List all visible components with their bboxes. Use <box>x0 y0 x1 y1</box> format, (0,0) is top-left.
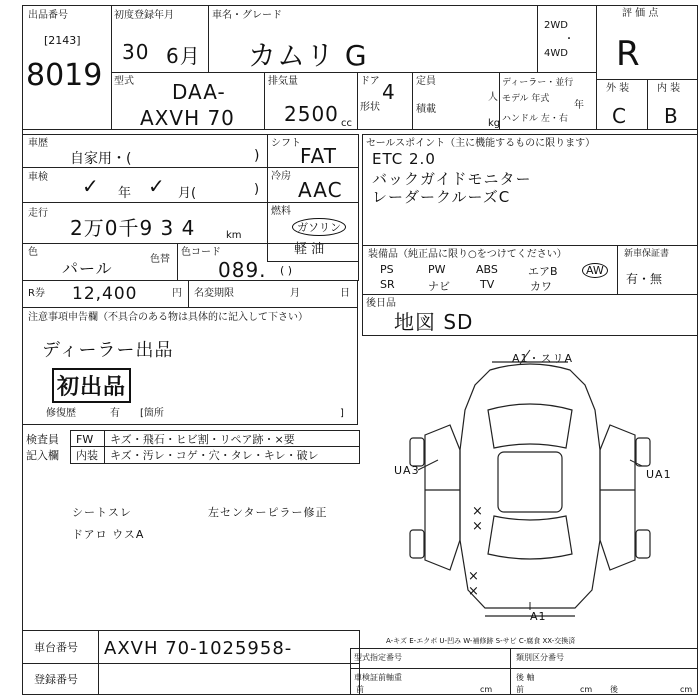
shift-value: FAT <box>300 144 338 168</box>
ticket-unit: 円 <box>172 288 182 299</box>
color-code-paren: ( ) <box>280 264 293 277</box>
capacity-unit: 人 <box>488 92 498 103</box>
wheel-front-right <box>636 438 650 466</box>
wheel-rear-left <box>410 530 424 558</box>
equipment-title: 装備品（純正品に限り○をつけてください） <box>368 249 567 260</box>
drive-2wd: 2WD <box>544 20 568 31</box>
history-label: 車歴 <box>28 138 48 149</box>
footer-divider <box>510 648 511 695</box>
category-label: 類別区分番号 <box>516 653 564 662</box>
interior-label: 内 装 <box>657 83 681 94</box>
color-label: 色 <box>28 247 38 258</box>
equip-sr: SR <box>380 278 395 291</box>
axle-label: 車検証前軸重 <box>354 673 402 682</box>
displacement-value: 2500 <box>284 102 339 126</box>
sales-points-title: セールスポイント（主に機能するものに限ります） <box>366 138 596 149</box>
chassis-value: AXVH 70-1025958- <box>104 638 293 659</box>
name-period-label: 名変期限 <box>194 288 234 299</box>
name-period-day: 日 <box>340 288 350 299</box>
year-unit: 年 <box>574 100 584 111</box>
diagram-left-note: UA3 <box>394 464 420 477</box>
repair-close: ] <box>340 408 344 419</box>
wheel-rear-right <box>636 530 650 558</box>
model-year-label: モデル 年式 <box>502 94 550 104</box>
mark-x4: × <box>468 584 479 599</box>
diagram-top-note: A1・スリA <box>512 352 574 365</box>
car-left-side <box>425 425 460 570</box>
damage-legend: A-キズ E-エクボ U-凹み W-補修跡 S-サビ C-腐食 XX-交換済 <box>386 637 576 645</box>
car-diagram <box>380 340 690 630</box>
footer-cm-1: cm <box>480 685 493 694</box>
fw-items: キズ・飛石・ヒビ割・リペア跡・×要 <box>110 433 295 446</box>
color-value: パール <box>62 259 113 278</box>
first-reg-month: 6月 <box>166 44 201 68</box>
equip-navi: ナビ <box>428 280 450 293</box>
handle-label: ハンドル 左・右 <box>502 114 568 124</box>
sales-point-3: レーダークルーズC <box>372 188 511 206</box>
model-prefix: DAA- <box>172 80 226 104</box>
repair-part: [箇所 <box>140 408 164 419</box>
sales-point-2: バックガイドモニター <box>372 170 532 188</box>
registration-divider <box>98 663 99 695</box>
car-body-outline <box>460 364 600 608</box>
car-roof <box>498 452 562 512</box>
interior-row-label: 内装 <box>76 449 98 462</box>
inspector-row-divider <box>70 446 360 447</box>
mark-x2: × <box>472 519 483 534</box>
diagram-bottom-note: A1 <box>530 610 547 623</box>
drive-dot: ・ <box>564 34 574 45</box>
ac-value: AAC <box>298 178 343 202</box>
interior-items: キズ・汚レ・コゲ・穴・タレ・キレ・破レ <box>110 449 319 462</box>
sales-point-1: ETC 2.0 <box>372 150 436 168</box>
color-code-label: 色コード <box>181 247 221 258</box>
repair-value: 有 <box>110 408 120 419</box>
after-market-value: 地図 SD <box>394 310 474 334</box>
first-reg-year: 30 <box>122 40 150 64</box>
fuel-gasoline: ガソリン <box>292 218 346 236</box>
equip-pw: PW <box>428 263 446 276</box>
capacity-label: 定員 <box>416 76 436 87</box>
mileage-value: 2万0千9 3 4 <box>70 216 196 240</box>
history-value: 自家用・( <box>70 151 132 167</box>
comment-seat: シートスレ <box>72 506 132 519</box>
equip-abs: ABS <box>476 263 498 276</box>
exterior-grade: C <box>612 104 627 128</box>
mark-x3: × <box>468 569 479 584</box>
dealer-label: ディーラー・並行 <box>502 78 574 88</box>
footer-r: 後 <box>610 685 618 694</box>
shape-label: 形状 <box>360 102 380 113</box>
inspection-box <box>22 167 268 203</box>
model-value: AXVH 70 <box>140 106 235 130</box>
warranty-value: 有・無 <box>626 272 663 286</box>
ticket-value: 12,400 <box>72 284 138 304</box>
inspection-year-unit: 年 <box>118 186 132 201</box>
footer-cm-2: cm <box>580 685 593 694</box>
type-code-label: 型式指定番号 <box>354 653 402 662</box>
shift-label: シフト <box>271 138 301 149</box>
lot-label: 出品番号 <box>28 10 68 21</box>
car-name: カムリ G <box>248 39 368 72</box>
inspection-close: ) <box>254 182 260 197</box>
equip-leather: カワ <box>530 280 552 293</box>
notes-text: ディーラー出品 <box>42 340 174 361</box>
inspection-month-mark: ✓ <box>148 174 166 198</box>
inspector-label-1: 検査員 <box>26 433 59 446</box>
model-label: 型式 <box>114 76 134 87</box>
repair-label: 修復歴 <box>46 408 76 419</box>
history-box <box>22 134 268 168</box>
ticket-label: R券 <box>28 288 45 299</box>
comment-door: ドアロ ウスA <box>72 528 145 541</box>
first-reg-label: 初度登録年月 <box>114 10 174 21</box>
mileage-label: 走行 <box>28 208 48 219</box>
interior-grade: B <box>664 104 679 128</box>
load-label: 積載 <box>416 104 436 115</box>
fuel-diesel: 軽 油 <box>294 242 325 257</box>
doors-value: 4 <box>382 80 396 104</box>
registration-label: 登録番号 <box>34 673 78 686</box>
wheel-front-left <box>410 438 424 466</box>
diagram-right-note: UA1 <box>646 468 672 481</box>
ticket-divider <box>188 280 189 308</box>
equip-ps: PS <box>380 263 394 276</box>
grade-value: R <box>616 34 641 74</box>
load-unit: kg <box>488 118 501 129</box>
chassis-label: 車台番号 <box>34 641 78 654</box>
fuel-label: 燃料 <box>271 206 291 217</box>
footer-front: 前 <box>356 685 364 694</box>
inspection-label: 車検 <box>28 172 48 183</box>
lot-number: 8019 <box>26 58 103 93</box>
new-car-label: 新車保証書 <box>624 249 670 259</box>
exterior-label: 外 装 <box>606 83 630 94</box>
color-change-label: 色替 <box>150 254 170 265</box>
displacement-label: 排気量 <box>268 76 298 87</box>
mileage-unit: km <box>226 230 242 241</box>
after-market-label: 後日品 <box>366 298 396 309</box>
grade-label: 評 価 点 <box>622 8 659 19</box>
inspector-label-2: 記入欄 <box>26 449 59 462</box>
equip-tv: TV <box>480 278 495 291</box>
mark-x1: × <box>472 504 483 519</box>
name-period-month: 月 <box>290 288 300 299</box>
doors-label: ドア <box>360 76 380 87</box>
car-right-side <box>600 425 635 570</box>
notes-title: 注意事項申告欄（不具合のある物は具体的に記入して下さい） <box>28 312 308 323</box>
inspection-month-unit: 月( <box>178 186 197 201</box>
color-code: 089. <box>218 258 267 282</box>
car-name-label: 車名・グレード <box>212 10 282 21</box>
car-rear-window <box>488 516 572 559</box>
car-windshield <box>488 404 572 448</box>
equip-aw: AW <box>582 263 608 278</box>
footer-f: 前 <box>516 685 524 694</box>
drive-4wd: 4WD <box>544 48 568 59</box>
lot-sub: [2143] <box>44 34 81 47</box>
footer-cm-3: cm <box>680 685 693 694</box>
rear-axle-label: 後 軸 <box>516 673 535 682</box>
equip-airbag: エアB <box>528 265 558 278</box>
displacement-unit: cc <box>341 118 352 129</box>
footer-row-divider <box>350 668 698 669</box>
comment-pillar: 左センターピラー修正 <box>208 506 328 519</box>
chassis-divider <box>98 630 99 664</box>
history-close: ) <box>254 148 260 164</box>
ac-label: 冷房 <box>271 171 291 182</box>
inspector-col-divider <box>104 430 105 464</box>
first-listing-stamp: 初出品 <box>52 368 131 403</box>
inspection-year-mark: ✓ <box>82 174 100 198</box>
marker-left <box>418 460 438 470</box>
grade-divider <box>647 79 648 130</box>
fw-label: FW <box>76 433 94 446</box>
